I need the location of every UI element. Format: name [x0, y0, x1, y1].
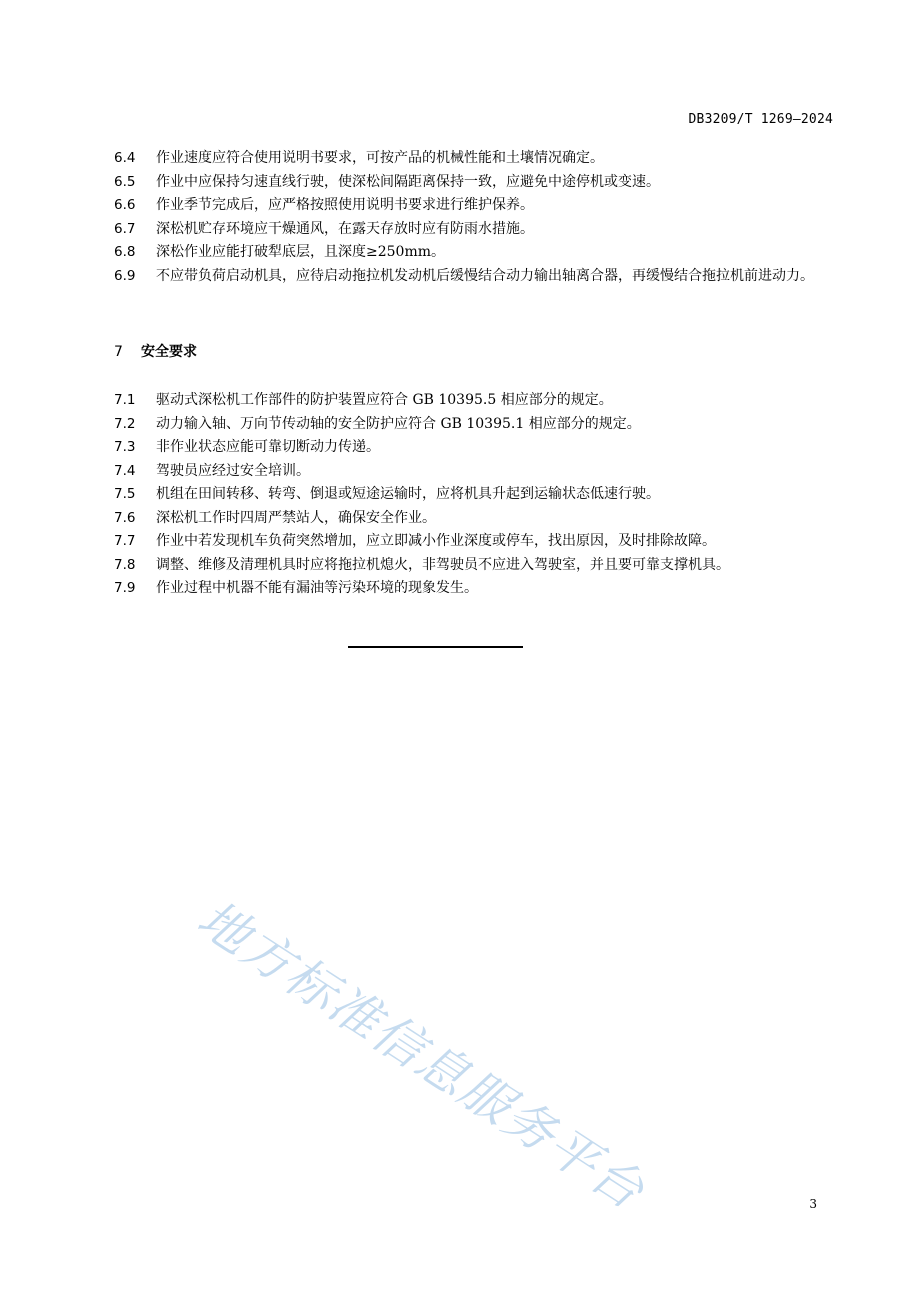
clause-text: 作业过程中机器不能有漏油等污染环境的现象发生。	[156, 580, 478, 596]
clause-number: 7.7	[114, 533, 136, 549]
document-code: DB3209/T 1269—2024	[688, 112, 833, 127]
clause-text: 作业速度应符合使用说明书要求，可按产品的机械性能和土壤情况确定。	[156, 150, 604, 166]
clause-number: 6.9	[114, 267, 136, 284]
clause-text: 作业季节完成后，应严格按照使用说明书要求进行维护保养。	[156, 197, 534, 213]
clause-text: 深松作业应能打破犁底层，且深度≥250mm。	[156, 244, 446, 260]
clause-number: 6.7	[114, 220, 136, 237]
clause-number: 6.5	[114, 173, 136, 190]
watermark: 地方标准信息服务平台	[187, 889, 656, 1222]
page-number: 3	[809, 1197, 817, 1211]
clause-text: 驾驶员应经过安全培训。	[156, 462, 310, 479]
clause-number: 6.4	[114, 150, 136, 166]
clause-6-5	[114, 171, 832, 195]
clause-7-3	[114, 436, 832, 460]
section-title: 安全要求	[141, 344, 197, 360]
clause-6-4	[114, 147, 832, 171]
clause-number: 7.6	[114, 509, 136, 526]
clause-7-8	[114, 554, 832, 578]
clause-text: 深松机工作时四周严禁站人，确保安全作业。	[156, 509, 436, 526]
clause-text: 不应带负荷启动机具，应待启动拖拉机发动机后缓慢结合动力输出轴离合器，再缓慢结合拖拉机前进动力。	[156, 267, 814, 284]
clause-number: 7.9	[114, 580, 136, 596]
clause-6-8	[114, 241, 832, 265]
section-7-heading	[114, 341, 197, 361]
clause-text: 深松机贮存环境应干燥通风，在露天存放时应有防雨水措施。	[156, 220, 534, 237]
clause-text: 动力输入轴、万向节传动轴的安全防护应符合 GB 10395.1 相应部分的规定。	[156, 415, 641, 432]
clause-number: 7.1	[114, 392, 136, 408]
clause-text: 非作业状态应能可靠切断动力传递。	[156, 439, 380, 455]
section-7-clauses	[114, 389, 832, 601]
clause-7-2	[114, 413, 832, 437]
clause-number: 7.4	[114, 462, 136, 479]
clause-6-9	[114, 265, 832, 289]
clause-7-7	[114, 530, 832, 554]
clause-number: 6.6	[114, 197, 136, 213]
clause-7-5	[114, 483, 832, 507]
clause-6-7	[114, 218, 832, 242]
clause-number: 6.8	[114, 244, 136, 260]
clause-text: 机组在田间转移、转弯、倒退或短途运输时，应将机具升起到运输状态低速行驶。	[156, 486, 660, 502]
section-6-clauses	[114, 147, 832, 288]
clause-number: 7.5	[114, 486, 136, 502]
clause-text: 作业中若发现机车负荷突然增加，应立即减小作业深度或停车，找出原因，及时排除故障。	[156, 533, 716, 549]
clause-7-4	[114, 460, 832, 484]
clause-number: 7.2	[114, 415, 136, 432]
clause-7-1	[114, 389, 832, 413]
end-of-document-rule	[348, 646, 523, 648]
clause-text: 驱动式深松机工作部件的防护装置应符合 GB 10395.5 相应部分的规定。	[156, 392, 613, 408]
clause-text: 作业中应保持匀速直线行驶，使深松间隔距离保持一致，应避免中途停机或变速。	[156, 173, 660, 190]
clause-7-9	[114, 577, 832, 601]
clause-7-6	[114, 507, 832, 531]
clause-6-6	[114, 194, 832, 218]
clause-text: 调整、维修及清理机具时应将拖拉机熄火，非驾驶员不应进入驾驶室，并且要可靠支撑机具。	[156, 556, 730, 573]
clause-number: 7.8	[114, 556, 136, 573]
clause-number: 7.3	[114, 439, 136, 455]
section-number: 7	[114, 344, 123, 360]
